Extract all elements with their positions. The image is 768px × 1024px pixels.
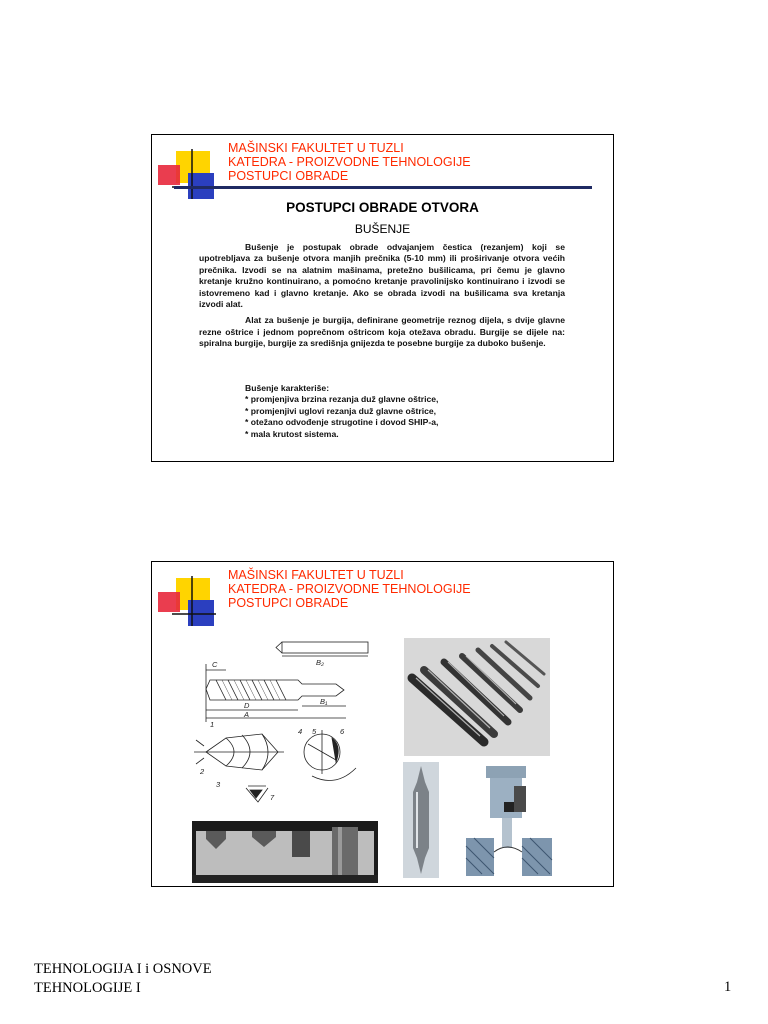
label-2: 2 (200, 767, 205, 776)
logo-graphic (156, 149, 216, 201)
center-drill-photo (403, 762, 439, 878)
header-line-3: POSTUPCI OBRADE (228, 169, 349, 183)
header-line-3: POSTUPCI OBRADE (228, 596, 349, 610)
label-5: 5 (312, 727, 317, 736)
body-text (199, 242, 565, 355)
list-heading: Bušenje karakteriše: (245, 383, 330, 393)
label-4: 4 (298, 727, 303, 736)
header-line-1: MAŠINSKI FAKULTET U TUZLI (228, 141, 404, 155)
slide-title: POSTUPCI OBRADE OTVORA (286, 200, 479, 215)
drill-technical-drawing (186, 634, 386, 806)
label-a: A (244, 710, 250, 719)
label-b2: B₂ (316, 658, 324, 667)
header-line-1: MAŠINSKI FAKULTET U TUZLI (228, 568, 404, 582)
header-line-2: KATEDRA - PROIZVODNE TEHNOLOGIJE (228, 155, 471, 169)
paragraph-1: Bušenje je postupak obrade odvajanjem čestica (rezanjem) koji se upotrebljava za bušenje otvora manjih prečnika (5-10 mm) ili proširivanje otvora većih prečnika. Izvodi se na alatnim mašinama, pretežno bušilicama, pri čemu je glavno kretanje kružno kontinuirano, a pomoćno kretanje pravolinijsko kontinuirano i izvodi se istovremeno kad i glavno kretanje. Ako se obrada izvodi na bušilicama sva kretanja izvodi alat. (199, 242, 565, 310)
drilled-holes-photo (192, 821, 378, 883)
label-7: 7 (270, 793, 275, 802)
characteristics-list (245, 383, 438, 440)
deep-hole-drill-illustration (464, 762, 554, 878)
page-footer (34, 960, 212, 998)
label-b1: B₁ (320, 697, 328, 706)
footer-line-1: TEHNOLOGIJA I i OSNOVE (34, 961, 212, 977)
label-d: D (244, 701, 250, 710)
paragraph-2: Alat za bušenje je burgija, definirane geometrije reznog dijela, s dvije glavne rezne oštrice i jednom poprečnom oštricom koja otežava obradu. Burgije se dijele na: spiralna burgije, burgije za središnja gnijezda te posebne burgije za duboko bušenje. (199, 315, 565, 349)
list-item: * otežano odvođenje strugotine i dovod SHIP-a, (245, 417, 439, 428)
label-c: C (212, 660, 218, 669)
footer-line-2: TEHNOLOGIJE I (34, 980, 141, 996)
slide-header (228, 568, 471, 610)
label-6: 6 (340, 727, 345, 736)
slide-1 (151, 134, 614, 462)
list-item: * promjenjiva brzina rezanja duž glavne oštrice, (245, 394, 439, 405)
label-3: 3 (216, 780, 221, 789)
header-rule (174, 186, 592, 189)
page-number: 1 (724, 979, 732, 995)
slide-2 (151, 561, 614, 887)
slide-header (228, 141, 471, 183)
list-item: * mala krutost sistema. (245, 428, 339, 439)
slide-subtitle: BUŠENJE (354, 222, 411, 236)
logo-graphic (156, 576, 216, 628)
twist-drills-photo (404, 638, 550, 756)
label-1: 1 (210, 720, 215, 729)
header-line-2: KATEDRA - PROIZVODNE TEHNOLOGIJE (228, 582, 471, 596)
list-item: * promjenjivi uglovi rezanja duž glavne oštrice, (245, 405, 437, 416)
